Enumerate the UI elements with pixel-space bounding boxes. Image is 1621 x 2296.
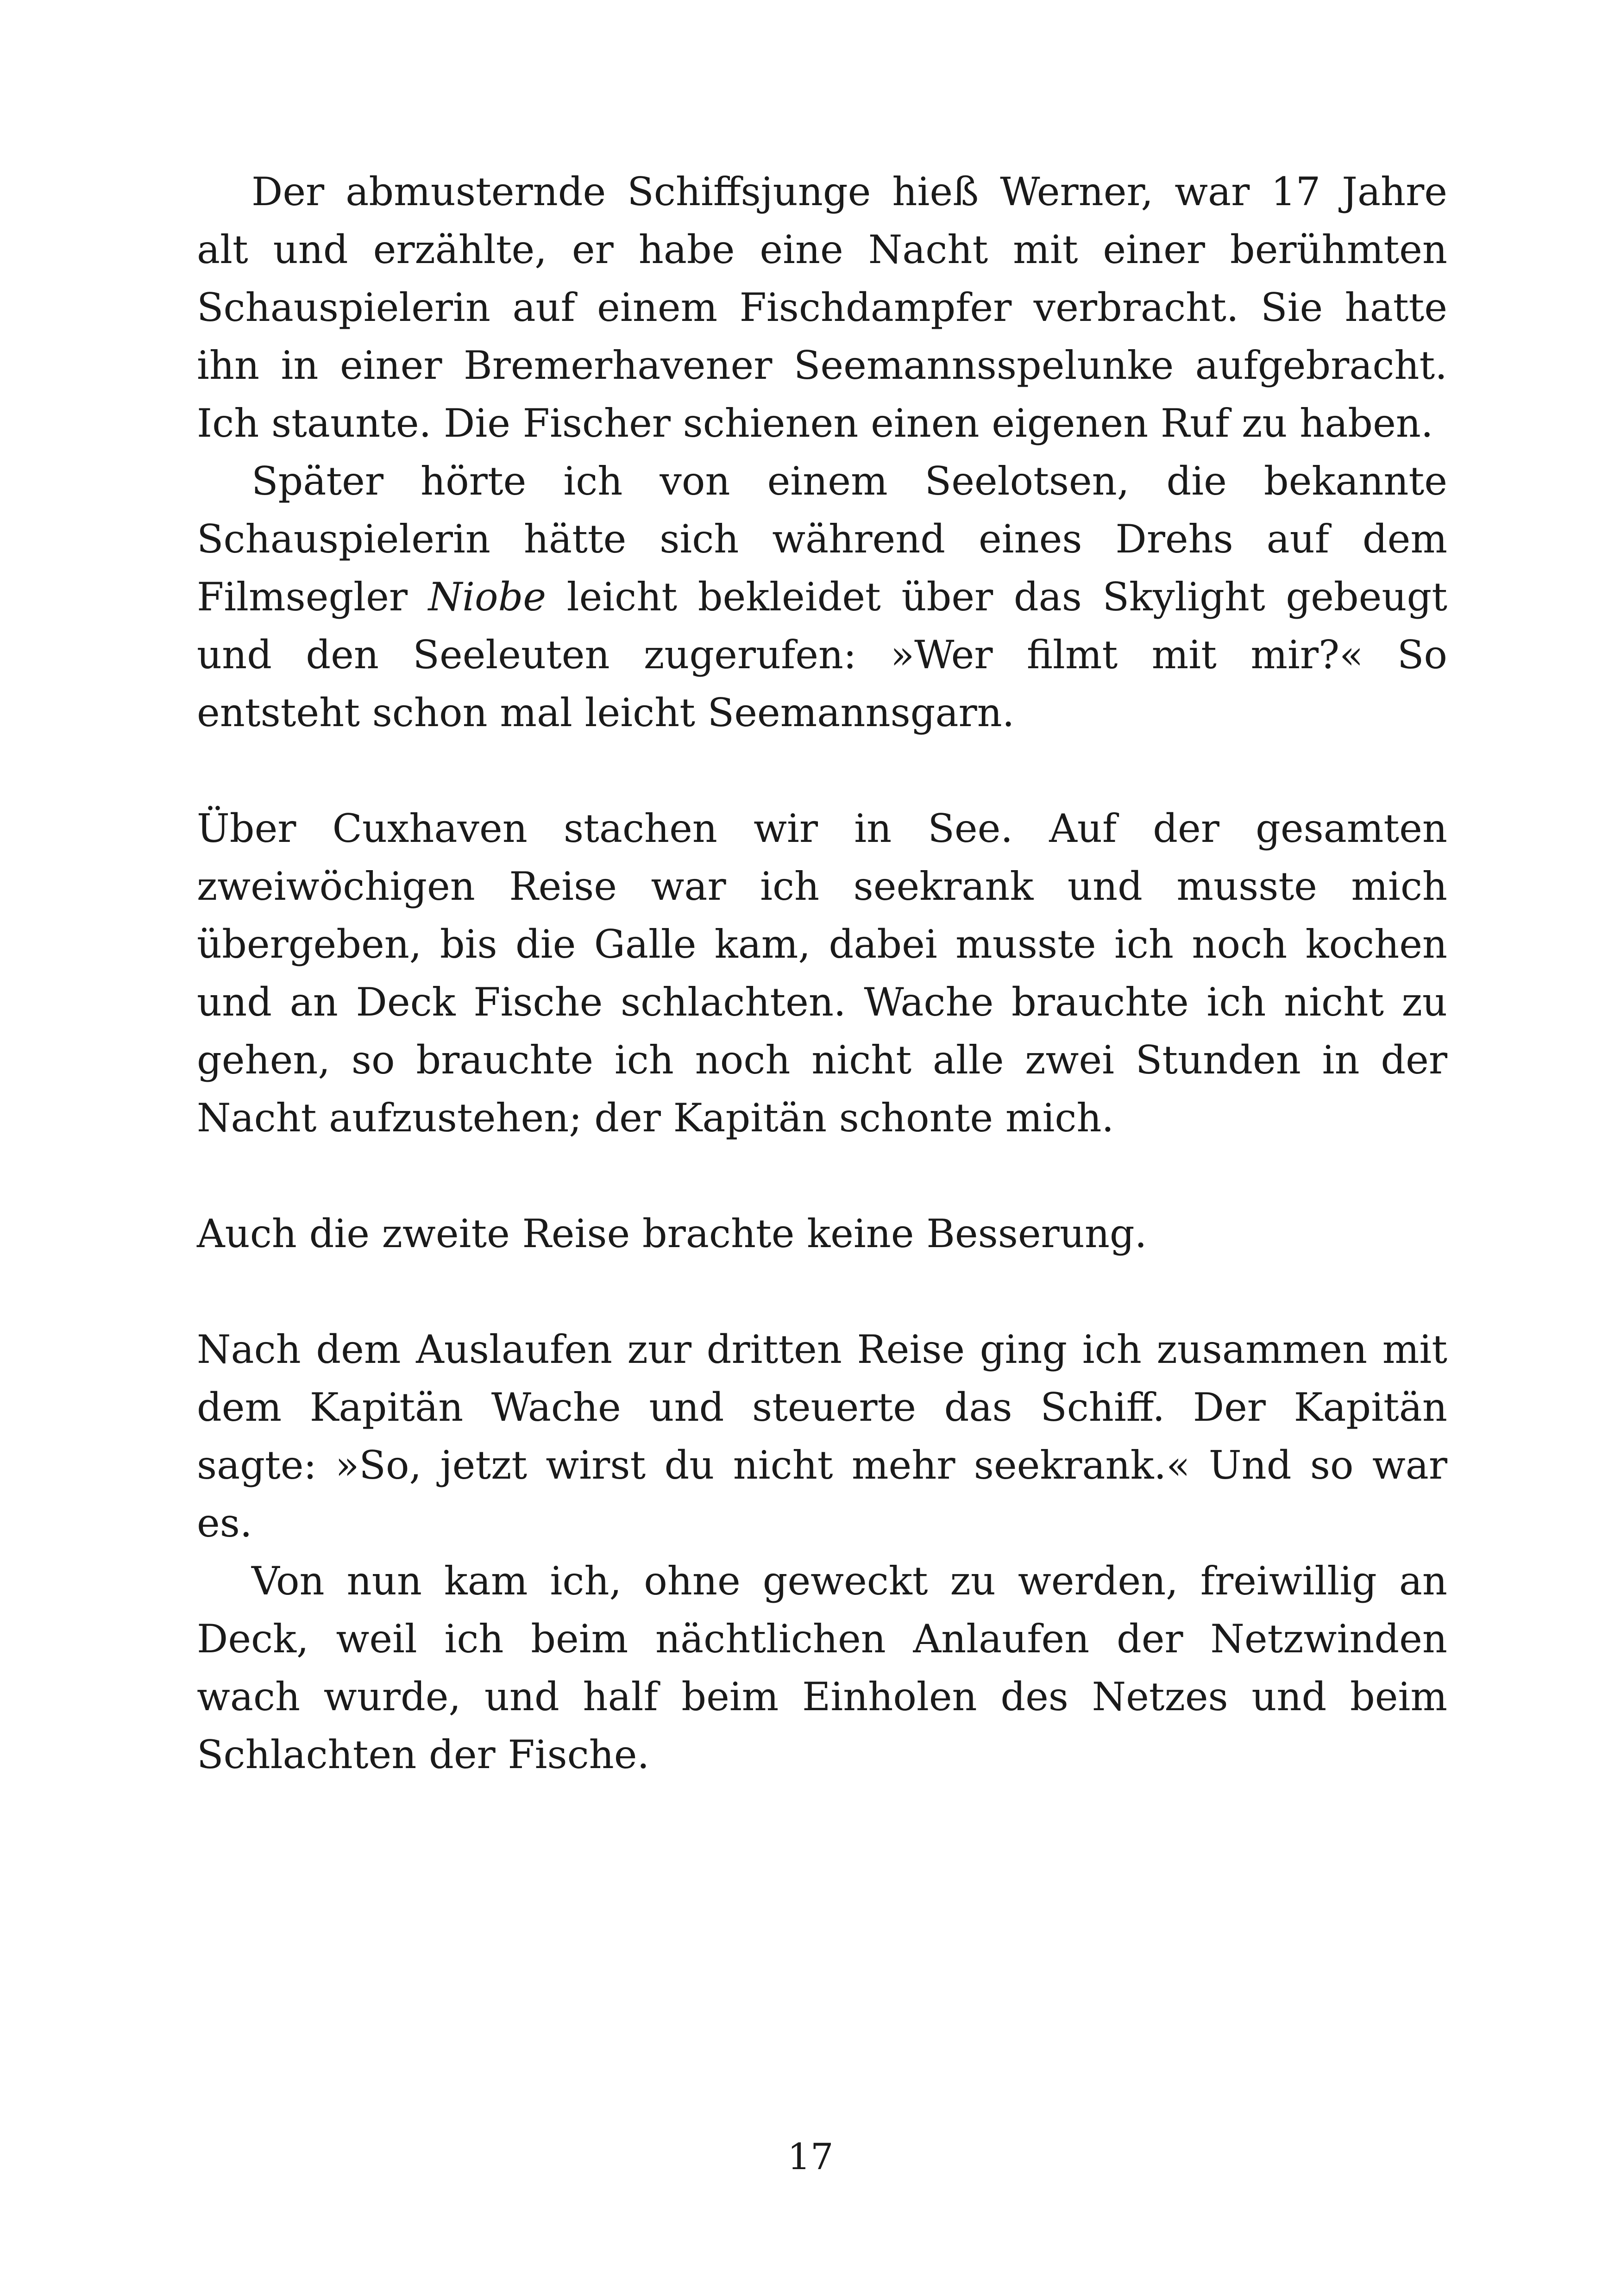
paragraph-5: Nach dem Auslaufen zur dritten Reise ging ich zusammen mit dem Kapitän Wache und steuerte das Schiff. Der Kapitän sagte: »So, jetzt wirst du nicht mehr seekrank.« Und so war es. [197,1327,1447,1546]
paragraph-2 [197,452,1447,742]
paragraph-2-text-after: leicht bekleidet über das Skylight gebeugt und den Seeleuten zugerufen: »Wer filmt mit mir?« So entsteht schon mal leicht Seemannsgarn. [197,574,1448,735]
section-break [197,1263,1447,1321]
section-break [197,742,1447,800]
paragraph-3: Über Cuxhaven stachen wir in See. Auf der gesamten zweiwöchigen Reise war ich seekrank und musste mich übergeben, bis die Galle kam, dabei musste ich noch kochen und an Deck Fische schlachten. Wache brauchte ich nicht zu gehen, so brauchte ich noch nicht alle zwei Stunden in der Nacht aufzustehen; der Kapitän schonte mich. [197,806,1447,1141]
page-number: 17 [787,2136,834,2178]
section-break [197,1147,1447,1205]
body-text [197,163,1447,1784]
paragraph-1: Der abmusternde Schiffsjunge hieß Werner, war 17 Jahre alt und erzählte, er habe eine Nacht mit einer berühmten Schauspielerin auf einem Fischdampfer verbracht. Sie hatte ihn in einer Bremerhavener Seemannsspelunke aufgebracht. Ich staunte. Die Fischer schienen einen eigenen Ruf zu haben. [197,169,1447,446]
ship-name-italic: Niobe [428,574,547,620]
paragraph-4: Auch die zweite Reise brachte keine Besserung. [197,1211,1147,1256]
paragraph-6: Von nun kam ich, ohne geweckt zu werden, freiwillig an Deck, weil ich beim nächtlichen Anlaufen der Netzwinden wach wurde, und half beim Einholen des Netzes und beim Schlachten der Fische. [197,1558,1447,1777]
paragraph-2-text-before: Später hörte ich von einem Seelotsen, die bekannte Schauspielerin hätte sich während eines Drehs auf dem Filmsegler [197,458,1447,620]
